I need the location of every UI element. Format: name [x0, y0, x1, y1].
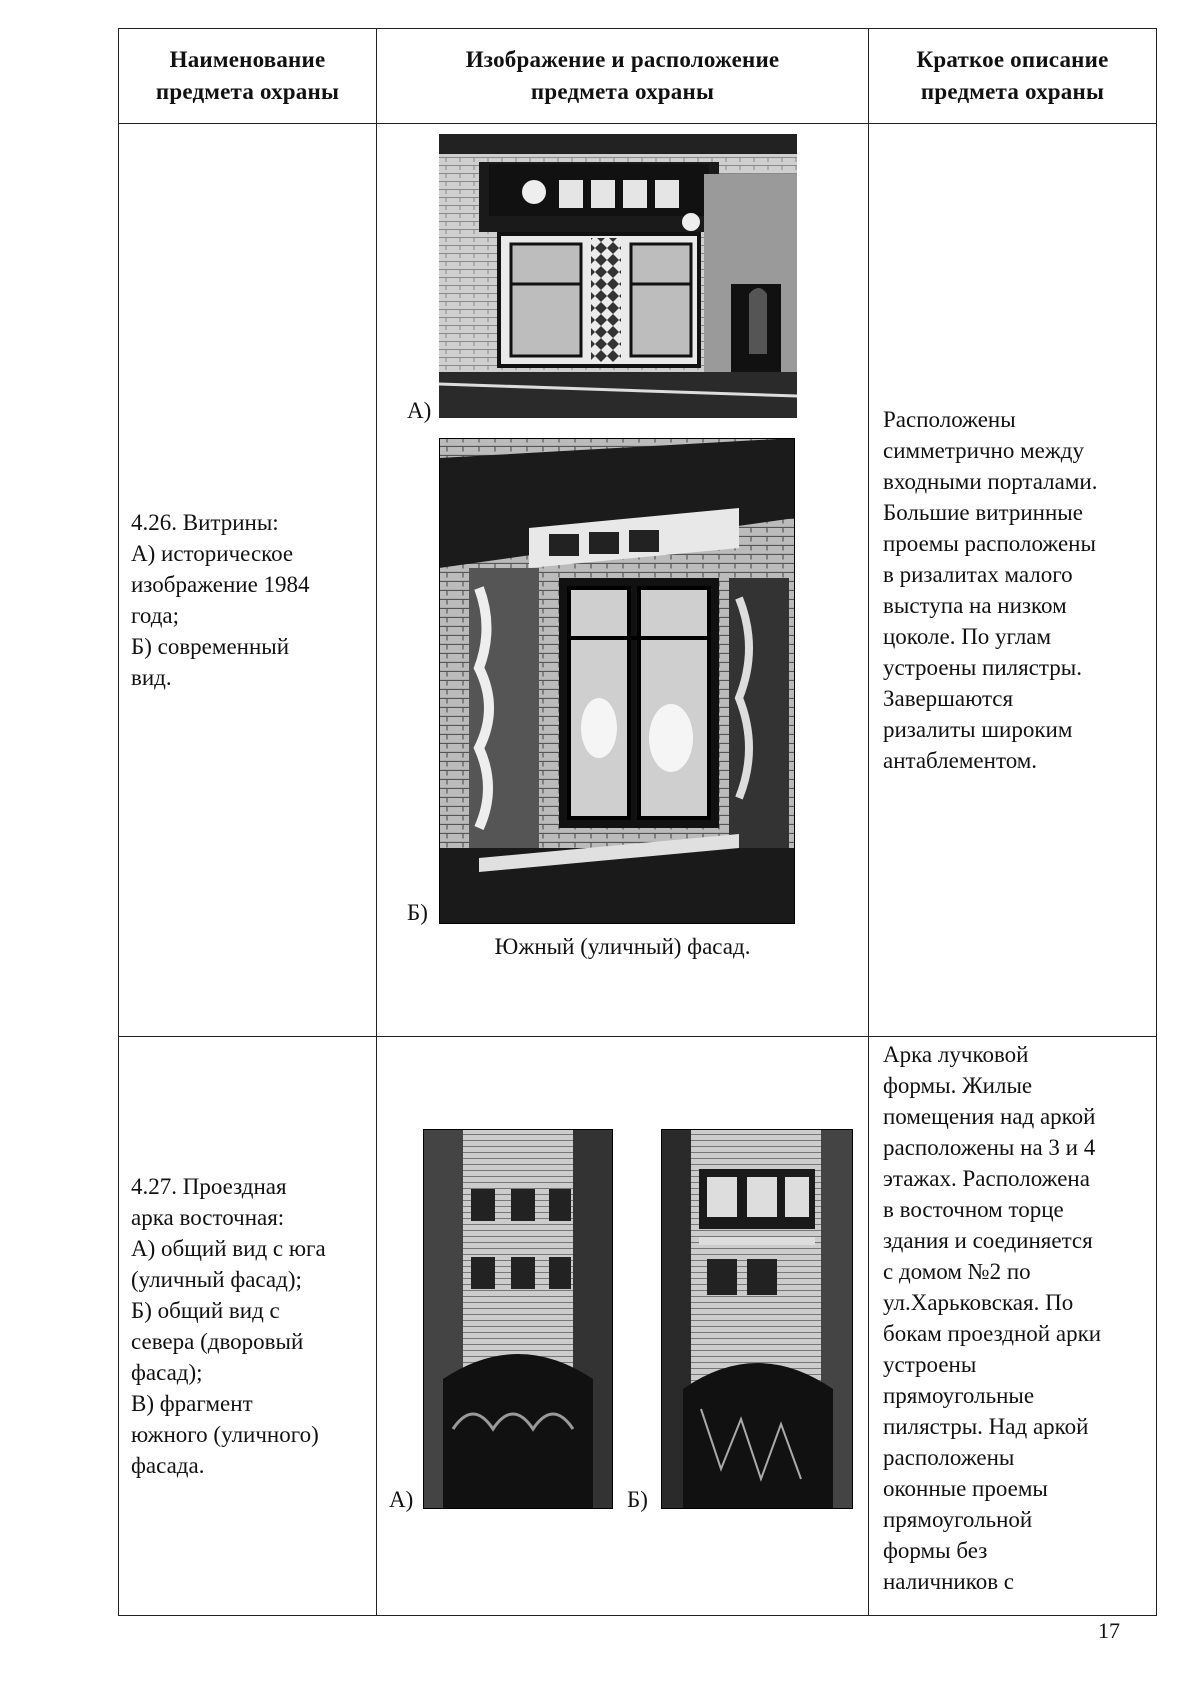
- table-row: [119, 1037, 1157, 1616]
- arch-south-photo: [423, 1129, 613, 1509]
- table-header-row: [119, 29, 1157, 124]
- header-name: Наименование предмета охраны: [119, 29, 377, 124]
- photo-b-label: Б): [627, 1487, 648, 1512]
- header-image: Изображение и расположение предмета охраны: [377, 29, 869, 124]
- photo-caption: Южный (уличный) фасад.: [494, 934, 751, 959]
- row-description-cell: Арка лучковой формы. Жилые помещения над аркой расположены на 3 и 4 этажах. Расположена в восточном торце здания и соединяется с домом №2 по ул.Харьковская. По бокам проездной арки устроены прямоугольные пилястры. Над аркой расположены оконные проемы прямоугольной формы без наличников с: [869, 1037, 1157, 1616]
- row-image-cell: [377, 124, 869, 1037]
- row-image-cell: [377, 1037, 869, 1616]
- page-number: 17: [1098, 1618, 1120, 1643]
- row-name-cell: 4.27. Проездная арка восточная: А) общий вид с юга (уличный фасад); Б) общий вид с севера (дворовый фасад); В) фрагмент южного (уличного) фасада.: [119, 1037, 377, 1616]
- row-name-cell: 4.26. Витрины: А) историческое изображение 1984 года; Б) современный вид.: [119, 124, 377, 1037]
- photo-a-label: А): [389, 1487, 414, 1512]
- table-row: [119, 124, 1157, 1037]
- photo-b-label: Б): [407, 900, 428, 925]
- photo-a-label: А): [407, 398, 432, 423]
- heritage-table: [118, 28, 1157, 1616]
- header-description: Краткое описание предмета охраны: [869, 29, 1157, 124]
- modern-shopfront-photo: [439, 438, 795, 924]
- arch-north-photo: [661, 1129, 853, 1509]
- historical-shopfront-photo: [439, 134, 797, 418]
- row-description-cell: Расположены симметрично между входными порталами. Большие витринные проемы расположены в ризалитах малого выступа на низком цоколе. По углам устроены пилястры. Завершаются ризалиты широким антаблементом.: [869, 124, 1157, 1037]
